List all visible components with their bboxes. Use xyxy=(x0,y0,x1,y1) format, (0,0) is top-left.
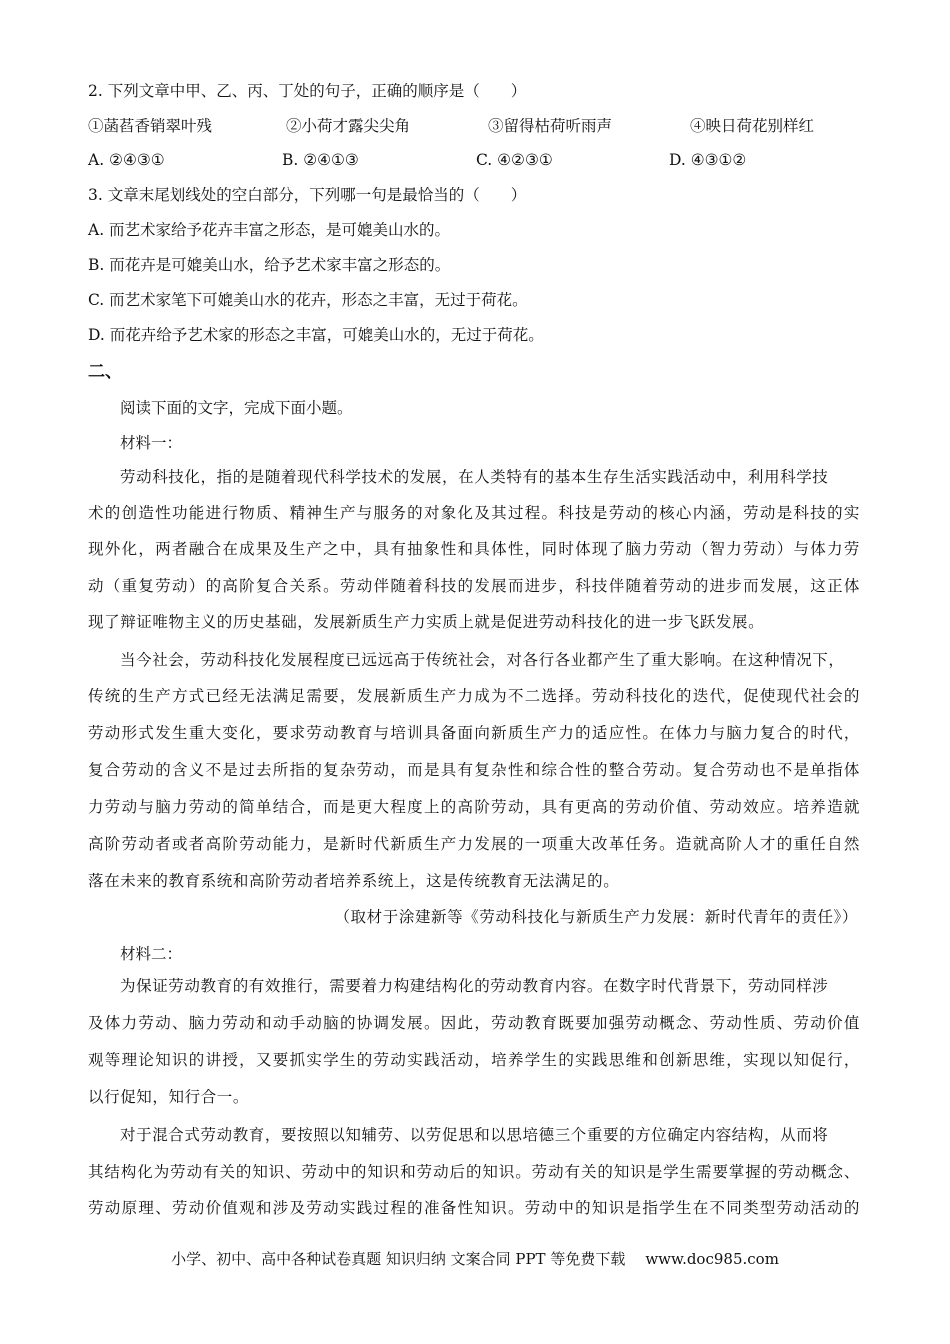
material1-p2-line: 落在未来的教育系统和高阶劳动者培养系统上，这是传统教育无法满足的。 xyxy=(88,872,620,890)
q2-item-2: ②小荷才露尖尖角 xyxy=(286,117,411,135)
q3-option-d: D. 而花卉给予艺术家的形态之丰富，可媲美山水的，无过于荷花。 xyxy=(88,326,544,344)
material1-p1-line: 术的创造性功能进行物质、精神生产与服务的对象化及其过程。科技是劳动的核心内涵，劳动是科技的实 xyxy=(88,504,860,522)
q2-option-c: C. ④②③① xyxy=(476,151,553,169)
material2-p2-line: 劳动原理、劳动价值观和涉及劳动实践过程的准备性知识。劳动中的知识是指学生在不同类型劳动活动的 xyxy=(88,1199,860,1217)
material2-p1-line: 观等理论知识的讲授，又要抓实学生的劳动实践活动，培养学生的实践思维和创新思维，实现以知促行， xyxy=(88,1051,860,1069)
q3-stem: 3. 文章末尾划线处的空白部分，下列哪一句是最恰当的（ ） xyxy=(88,186,527,204)
material1-p2-line: 当今社会，劳动科技化发展程度已远远高于传统社会，对各行各业都产生了重大影响。在这种情况下， xyxy=(120,651,845,669)
material2-p2-line: 其结构化为劳动有关的知识、劳动中的知识和劳动后的知识。劳动有关的知识是学生需要掌握的劳动概念、 xyxy=(88,1163,860,1181)
q2-option-b: B. ②④①③ xyxy=(282,151,359,169)
material1-p1-line: 现外化，两者融合在成果及生产之中，具有抽象性和具体性，同时体现了脑力劳动（智力劳动）与体力劳 xyxy=(88,540,860,558)
material1-p1-line: 动（重复劳动）的高阶复合关系。劳动伴随着科技的发展而进步，科技伴随着劳动的进步而发展，这正体 xyxy=(88,577,860,595)
material2-p1-line: 及体力劳动、脑力劳动和动手动脑的协调发展。因此，劳动教育既要加强劳动概念、劳动性质、劳动价值 xyxy=(88,1014,860,1032)
material2-p2-line: 对于混合式劳动教育，要按照以知辅劳、以劳促思和以思培德三个重要的方位确定内容结构，从而将 xyxy=(120,1126,829,1144)
material1-p1-line: 劳动科技化，指的是随着现代科学技术的发展，在人类特有的基本生存生活实践活动中，利用科学技 xyxy=(120,468,829,486)
material1-p2-line: 传统的生产方式已经无法满足需要，发展新质生产力成为不二选择。劳动科技化的迭代，促使现代社会的 xyxy=(88,687,860,705)
material1-source: （取材于涂建新等《劳动科技化与新质生产力发展：新时代青年的责任》） xyxy=(334,908,858,926)
q2-item-1: ①菡萏香销翠叶残 xyxy=(88,117,213,135)
section-heading: 二、 xyxy=(88,362,122,382)
footer-site-link[interactable]: www.doc985.com xyxy=(645,1250,779,1268)
material2-p1-line: 以行促知，知行合一。 xyxy=(88,1088,250,1106)
section-instruction: 阅读下面的文字，完成下面小题。 xyxy=(120,399,353,417)
material2-p1-line: 为保证劳动教育的有效推行，需要着力构建结构化的劳动教育内容。在数字时代背景下，劳动同样涉 xyxy=(120,977,829,995)
material1-p2-line: 高阶劳动者或者高阶劳动能力，是新时代新质生产力发展的一项重大改革任务。造就高阶人才的重任自然 xyxy=(88,835,860,853)
material1-p2-line: 力劳动与脑力劳动的简单结合，而是更大程度上的高阶劳动，具有更高的劳动价值、劳动效应。培养造就 xyxy=(88,798,860,816)
q2-stem: 2. 下列文章中甲、乙、丙、丁处的句子，正确的顺序是（ ） xyxy=(88,82,527,100)
material1-p1-line: 现了辩证唯物主义的历史基础，发展新质生产力实质上就是促进劳动科技化的进一步飞跃发展。 xyxy=(88,613,765,631)
q3-option-b: B. 而花卉是可媲美山水，给予艺术家丰富之形态的。 xyxy=(88,256,451,274)
footer-text: 小学、初中、高中各种试卷真题 知识归纳 文案合同 PPT 等免费下载 xyxy=(171,1250,626,1268)
material1-p2-line: 劳动形式发生重大变化，要求劳动教育与培训具备面向新质生产力的适应性。在体力与脑力复合的时代， xyxy=(88,724,860,742)
q3-option-a: A. 而艺术家给予花卉丰富之形态，是可媲美山水的。 xyxy=(88,221,451,239)
q3-option-c: C. 而艺术家笔下可媲美山水的花卉，形态之丰富，无过于荷花。 xyxy=(88,291,528,309)
material2-label: 材料二： xyxy=(120,945,183,963)
material1-p2-line: 复合劳动的含义不是过去所指的复杂劳动，而是具有复杂性和综合性的整合劳动。复合劳动也不是单指体 xyxy=(88,761,860,779)
q2-item-3: ③留得枯荷听雨声 xyxy=(488,117,613,135)
material1-label: 材料一： xyxy=(120,434,183,452)
q2-item-4: ④映日荷花别样红 xyxy=(690,117,815,135)
q2-option-d: D. ④③①② xyxy=(669,151,747,169)
page-footer xyxy=(0,1248,950,1269)
q2-option-a: A. ②④③① xyxy=(88,151,165,169)
